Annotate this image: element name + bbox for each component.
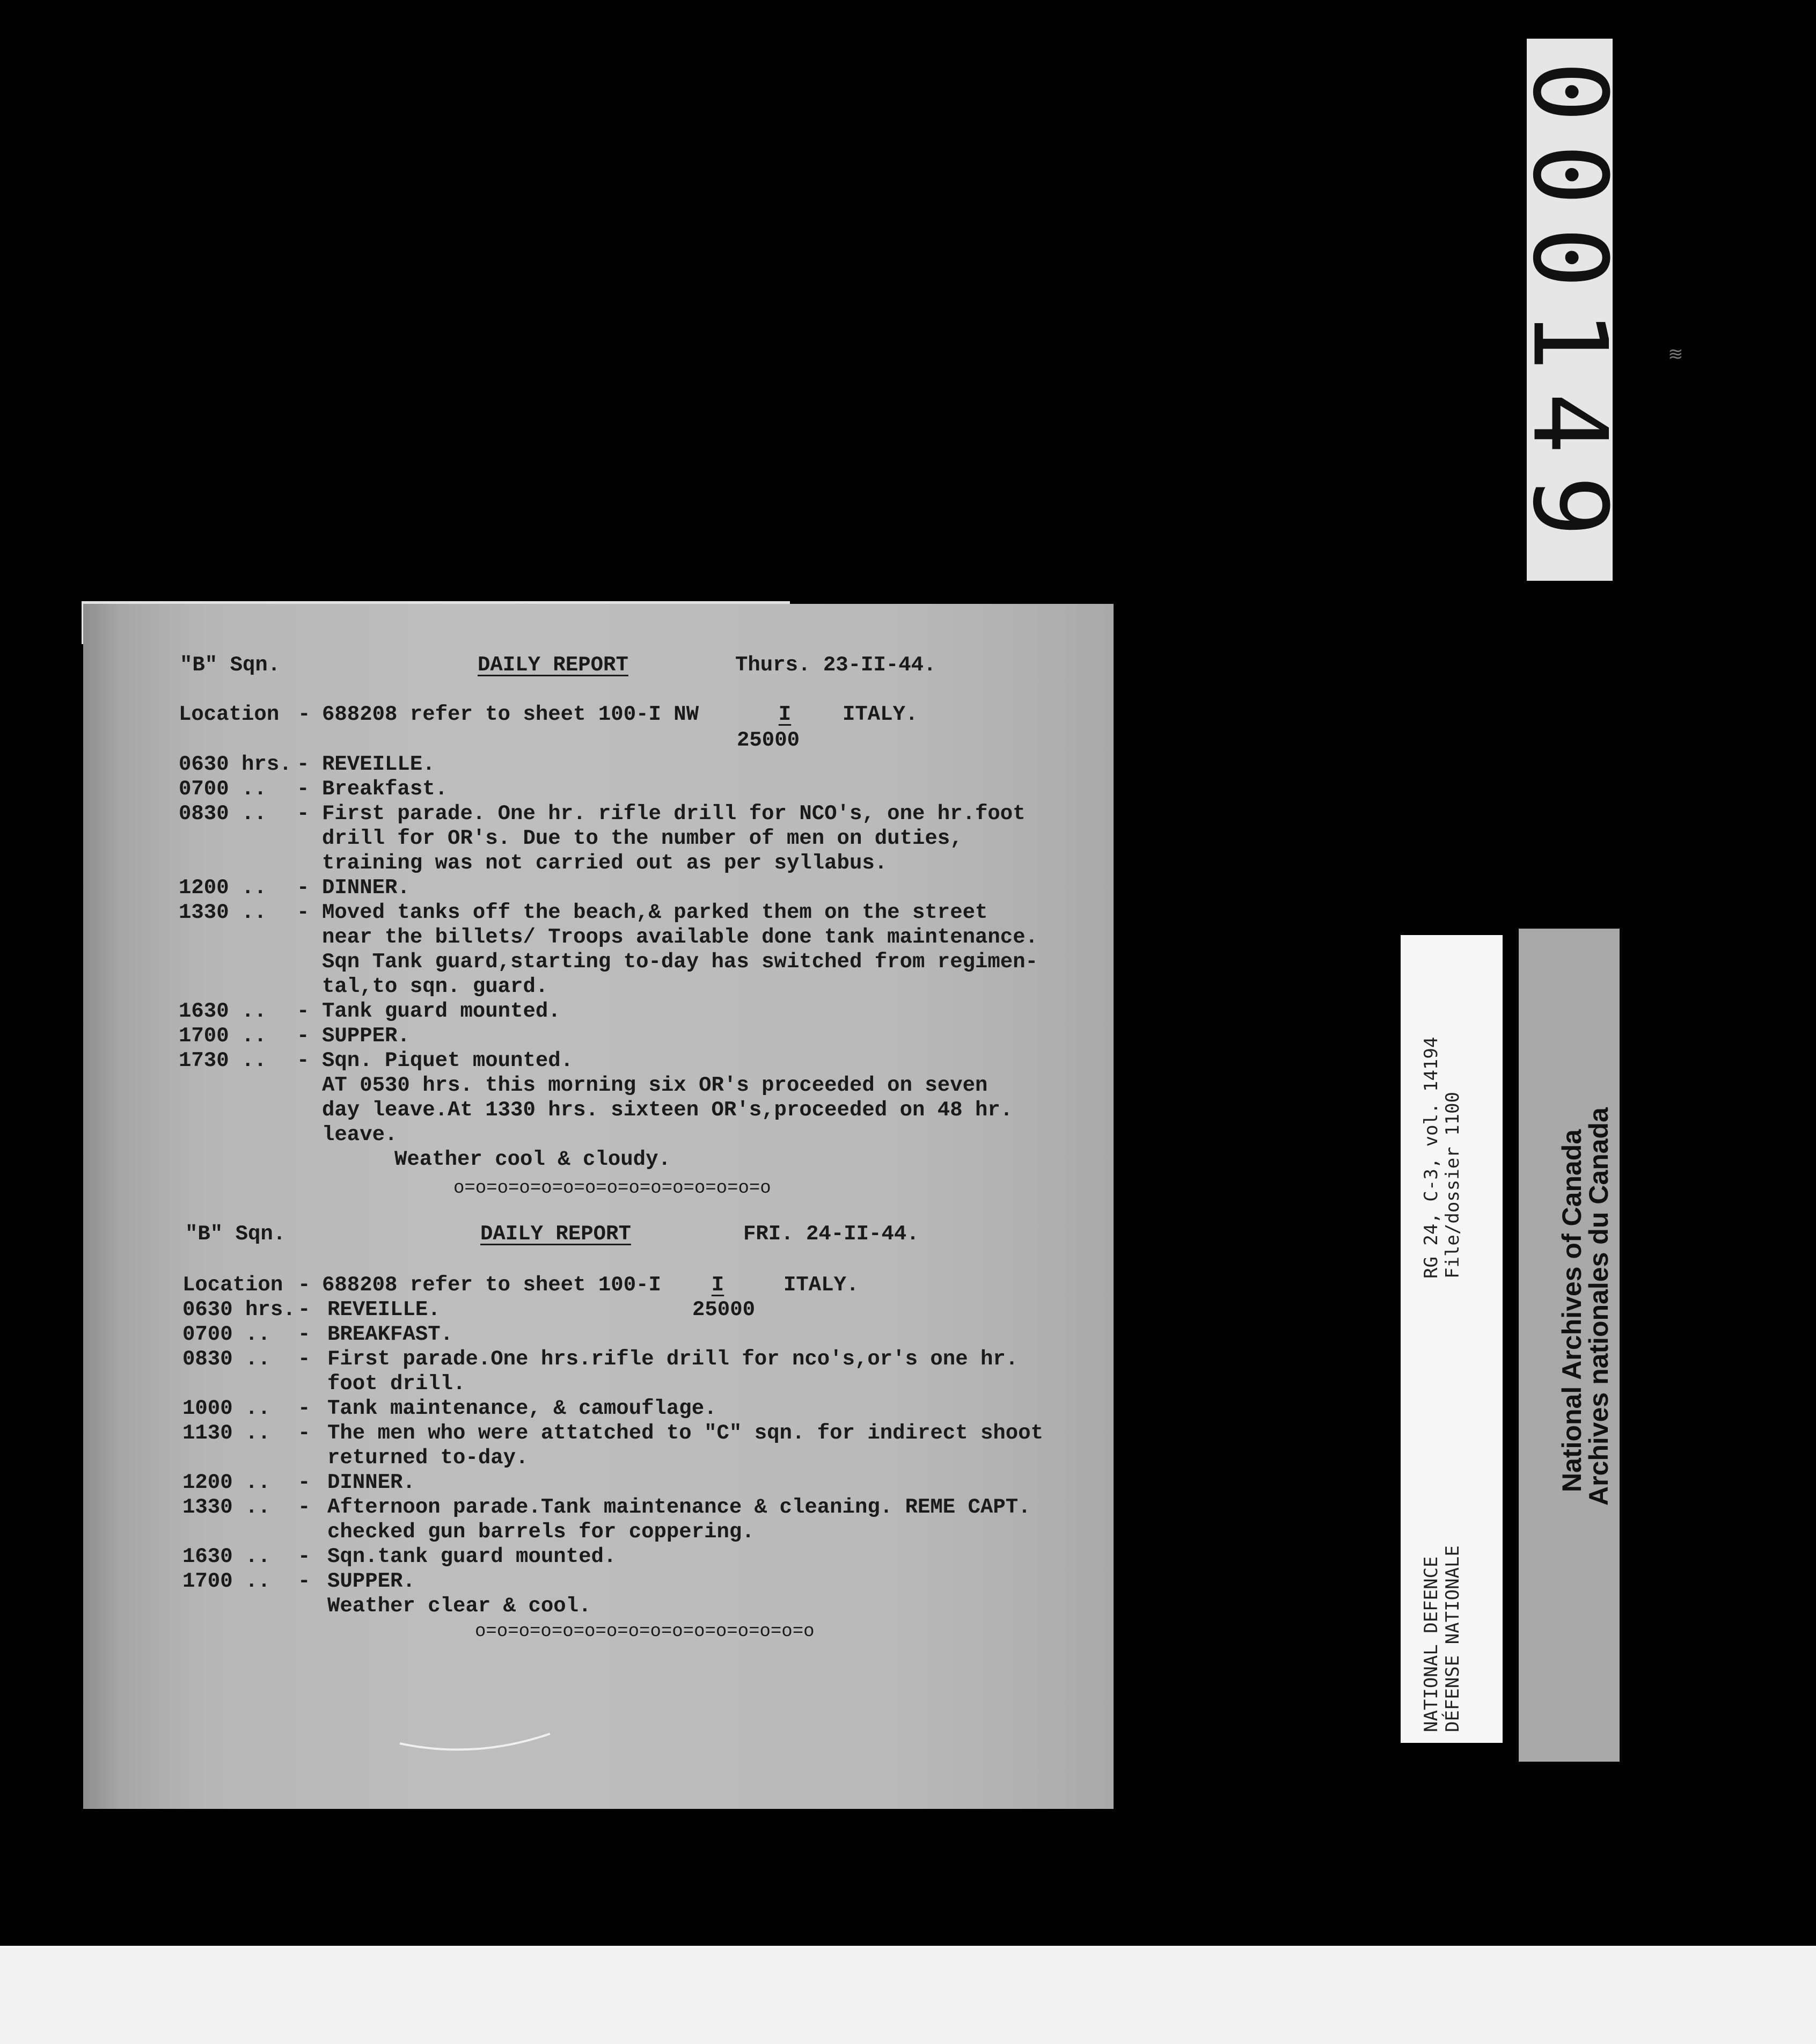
report2-entry-text: First parade.One hrs.rifle drill for nco's,or's one hr. [327, 1347, 1019, 1371]
report1-entry-text: drill for OR's. Due to the number of men on duties, [322, 827, 963, 850]
report2-squadron: "B" Sqn. [185, 1222, 286, 1246]
archives-card [1519, 929, 1620, 1762]
report1-squadron: "B" Sqn. [180, 653, 281, 677]
reference-line-national-defence: NATIONAL DEFENCE [1420, 1556, 1442, 1732]
report2-entry-text: DINNER. [327, 1471, 415, 1494]
stray-mark: ≋ [1668, 344, 1683, 365]
report2-entry-time: 0630 hrs. [182, 1298, 296, 1322]
reference-card [1401, 935, 1503, 1743]
reference-line-defense-nationale: DÉFENSE NATIONALE [1442, 1545, 1463, 1732]
report1-entry-text: training was not carried out as per syllabus. [322, 851, 888, 875]
report2-weather: Weather clear & cool. [327, 1594, 591, 1618]
report2-entry-time: 1330 .. [182, 1495, 270, 1519]
report1-entry-text: DINNER. [322, 876, 410, 900]
report2-entry-text: Afternoon parade.Tank maintenance & cleaning. REME CAPT. [327, 1495, 1031, 1519]
report1-entry-time: 0700 .. [179, 777, 267, 801]
report1-entry-text: SUPPER. [322, 1024, 410, 1048]
report2-entry-time: 1200 .. [182, 1471, 270, 1494]
report1-entry-text: AT 0530 hrs. this morning six OR's proceeded on seven [322, 1074, 988, 1097]
reference-line-rg: RG 24, C-3, vol. 14194 [1420, 1036, 1442, 1279]
report2-entry-text: Sqn.tank guard mounted. [327, 1545, 617, 1568]
report2-entry-text: returned to-day. [327, 1446, 529, 1470]
report2-date: FRI. 24-II-44. [743, 1222, 919, 1246]
report2-location-label: Location [182, 1273, 283, 1297]
report2-map-scale: 25000 [692, 1298, 756, 1322]
report2-separator: o=o=o=o=o=o=o=o=o=o=o=o=o=o=o=o [475, 1622, 815, 1642]
report1-entry-text: day leave.At 1330 hrs. sixteen OR's,proceeded on 48 hr. [322, 1098, 1013, 1122]
report1-entry-text: First parade. One hr. rifle drill for NCO's, one hr.foot [322, 802, 1026, 826]
typed-text: "B" Sqn. DAILY REPORT Thurs. 23-II-44. Location - 688208 refer to sheet 100-I NW I ITALY. 25000 0630 hrs. - REVEILLE. 0700 .. - Breakfast. 0830 .. - First parade. One hr. rifle drill for NCO's, one hr.foot drill for OR's. Due to the number of men on duties, training was not carried out as per syllabus. 1200 .. - DINNER. 1330 .. - Moved tanks off the beach,& parked them on the street near the billets/ Troops available done tank maintenance. Sqn Tank guard,starting to-day has switched from regimen- tal,to sqn. guard. 1630 .. - Tank guard mounted. 1700 .. - SUPPER. 1730 .. - Sqn. Piquet mounted. AT 0530 hrs. this morning six OR's proceeded on seven day leave.At 1330 hrs. sixteen OR's,proceeded on 48 hr. leave. Weather cool & cloudy. o=o=o=o=o=o=o=o=o=o=o=o=o=o=o "B" Sqn. DAILY REPORT FRI. 24-II-44. Location - 688208 refer to sheet 100-I I ITALY. 25000 0630 hrs. - REVEILLE. 0700 .. - BREAKFAST. 0830 .. - First parade.One hrs.rifle drill for nco's,or's one hr. foot drill. 1000 .. - Tank maintenance, & camouflage. 1130 .. - The men who were attatched to "C" sqn. for indirect shoot returned to-day. 1200 .. - DINNER. 1330 .. - Afternoon parade.Tank maintenance & cleaning. REME CAPT. checked gun barrels for coppering. 1630 .. - Sqn.tank guard mounted. 1700 .. - SUPPER. Weather clear & cool. o=o=o=o=o=o=o=o=o=o=o=o=o=o=o=o [179, 653, 1044, 1642]
report1-map-scale: 25000 [737, 728, 800, 752]
report1-entry-text: Sqn Tank guard,starting to-day has switched from regimen- [322, 950, 1038, 974]
report2-title: DAILY REPORT [480, 1222, 631, 1246]
film-strip-edge [0, 1946, 1816, 2044]
report1-entry-text: tal,to sqn. guard. [322, 975, 548, 998]
report2-entry-text: BREAKFAST. [327, 1323, 453, 1346]
report1-entry-time: 1200 .. [179, 876, 267, 900]
report1-location-label: Location [179, 703, 280, 726]
pen-scratch [394, 1718, 566, 1761]
report2-entry-text: Tank maintenance, & camouflage. [327, 1397, 717, 1420]
report2-entry-time: 1000 .. [182, 1397, 270, 1420]
daily-report-sheet [83, 604, 1114, 1809]
report2-entry-text: REVEILLE. [327, 1298, 441, 1322]
report1-entry-text: Moved tanks off the beach,& parked them on the street [322, 901, 988, 924]
report1-separator: o=o=o=o=o=o=o=o=o=o=o=o=o=o=o [453, 1178, 771, 1199]
report2-entry-time: 0700 .. [182, 1323, 270, 1346]
report1-entry-time: 1700 .. [179, 1024, 267, 1048]
report1-entry-text: near the billets/ Troops available done tank maintenance. [322, 925, 1038, 949]
report1-entry-time: 0630 hrs. [179, 753, 292, 776]
report1-entry-time: 1630 .. [179, 999, 267, 1023]
report2-entry-time: 1130 .. [182, 1421, 270, 1445]
report1-entry-text: Sqn. Piquet mounted. [322, 1049, 574, 1072]
report1-date: Thurs. 23-II-44. [735, 653, 936, 677]
report1-entry-text: leave. [322, 1123, 398, 1147]
report2-location-text: 688208 refer to sheet 100-I [322, 1273, 661, 1297]
frame-number: 000149 [1510, 61, 1629, 559]
report2-entry-text: The men who were attatched to "C" sqn. for indirect shoot [327, 1421, 1044, 1445]
archives-name-french: Archives nationales du Canada [1584, 1107, 1614, 1506]
report1-location-text: 688208 refer to sheet 100-I NW [322, 703, 699, 726]
report2-entry-time: 1630 .. [182, 1545, 270, 1568]
report2-entry-time: 1700 .. [182, 1570, 270, 1593]
report1-entry-text: Tank guard mounted. [322, 999, 561, 1023]
frame-number-tag [1510, 39, 1629, 581]
report1-entry-text: Breakfast. [322, 777, 448, 801]
report1-entry-time: 1330 .. [179, 901, 267, 924]
report1-entry-time: 1730 .. [179, 1049, 267, 1072]
report1-map-sheet: I [778, 703, 792, 726]
report1-entry-text: REVEILLE. [322, 753, 435, 776]
report2-entry-time: 0830 .. [182, 1347, 270, 1371]
report2-entry-text: foot drill. [327, 1372, 466, 1396]
archives-name-english: National Archives of Canada [1557, 1129, 1587, 1492]
reference-line-file: File/dossier 1100 [1442, 1092, 1463, 1279]
report1-country: ITALY. [843, 703, 918, 726]
report1-title: DAILY REPORT [478, 653, 628, 677]
report2-entry-text: SUPPER. [327, 1570, 415, 1593]
report2-entry-text: checked gun barrels for coppering. [327, 1520, 755, 1544]
report2-country: ITALY. [783, 1273, 859, 1297]
report2-map-sheet: I [711, 1273, 724, 1297]
report1-entry-time: 0830 .. [179, 802, 267, 826]
report1-weather: Weather cool & cloudy. [394, 1148, 671, 1171]
